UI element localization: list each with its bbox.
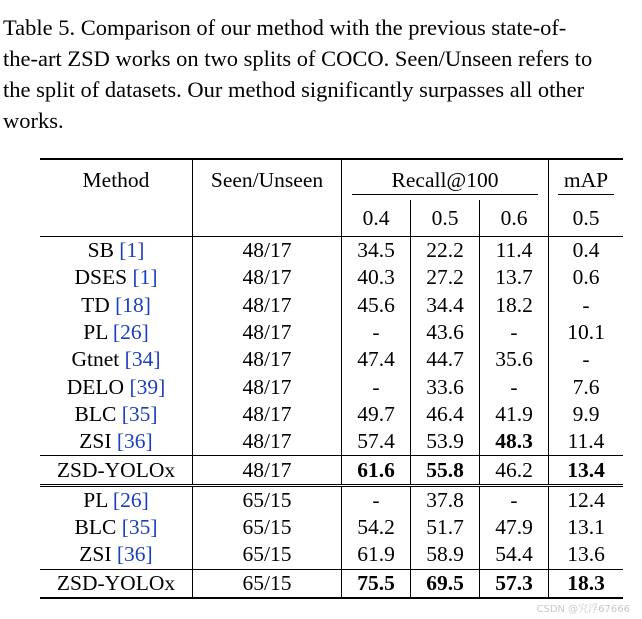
method-cell: PL [26]: [40, 319, 193, 346]
header-recall-group: [342, 159, 549, 200]
split-cell: 48/17: [193, 237, 342, 265]
recall-0.4-cell: 34.5: [342, 237, 411, 265]
table-row: [40, 485, 623, 514]
method-cell: TD [18]: [40, 292, 193, 319]
recall-0.4-cell: 57.4: [342, 428, 411, 456]
header-split: Seen/Unseen: [193, 159, 342, 200]
caption-line: the-art ZSD works on two splits of COCO. Seen/Unseen refers to: [3, 46, 593, 71]
recall-0.5-cell: 69.5: [411, 569, 480, 598]
split-cell: 65/15: [193, 485, 342, 514]
recall-0.6-cell: 48.3: [480, 428, 549, 456]
citation-link[interactable]: [18]: [115, 292, 151, 317]
recall-0.4-cell: 49.7: [342, 401, 411, 428]
recall-0.6-cell: 54.4: [480, 541, 549, 569]
table-row: [40, 428, 623, 456]
table-row: [40, 373, 623, 400]
citation-link[interactable]: [34]: [124, 347, 161, 372]
method-cell: DELO [39]: [40, 373, 193, 400]
citation-link[interactable]: [36]: [116, 542, 153, 567]
map-cell: 10.1: [567, 320, 605, 345]
recall-0.5-cell: 51.7: [411, 514, 480, 541]
map-cell: 13.6: [567, 542, 605, 567]
citation-link[interactable]: [36]: [116, 429, 153, 454]
method-cell: BLC [35]: [40, 401, 193, 428]
header-recall-label: Recall@100: [352, 166, 539, 195]
table-row-ours: [40, 569, 623, 598]
table-row: [40, 292, 623, 319]
citation-link[interactable]: [1]: [119, 238, 145, 263]
header-recall-0.5: 0.5: [411, 200, 480, 237]
recall-0.6-cell: -: [480, 373, 549, 400]
results-table: [40, 158, 623, 599]
citation-link[interactable]: [35]: [121, 515, 158, 540]
header-recall-0.6: 0.6: [480, 200, 549, 237]
header-spacer: [193, 200, 342, 237]
split-cell: 65/15: [193, 514, 342, 541]
header-map-group: [549, 159, 624, 200]
caption-line: the split of datasets. Our method significantly surpasses all other: [3, 77, 585, 102]
split-cell: 48/17: [193, 373, 342, 400]
table-row: [40, 319, 623, 346]
method-cell: ZSI [36]: [40, 541, 193, 569]
map-cell: 0.6: [572, 265, 600, 290]
recall-0.5-cell: 46.4: [411, 401, 480, 428]
table-row-ours: [40, 456, 623, 485]
table-row: [40, 237, 623, 265]
method-cell: DSES [1]: [40, 264, 193, 291]
method-cell: PL [26]: [40, 485, 193, 514]
recall-0.5-cell: 44.7: [411, 346, 480, 373]
header-map-label: mAP: [558, 166, 614, 195]
table-row: [40, 346, 623, 373]
table-row: [40, 514, 623, 541]
recall-0.4-cell: 45.6: [342, 292, 411, 319]
recall-0.5-cell: 34.4: [411, 292, 480, 319]
recall-0.6-cell: 41.9: [480, 401, 549, 428]
recall-0.6-cell: 18.2: [480, 292, 549, 319]
map-cell: 13.4: [549, 456, 624, 485]
recall-0.5-cell: 55.8: [411, 456, 480, 485]
split-cell: 48/17: [193, 264, 342, 291]
recall-0.6-cell: 35.6: [480, 346, 549, 373]
header-recall-0.4: 0.4: [342, 200, 411, 237]
recall-0.5-cell: 22.2: [411, 237, 480, 265]
map-cell: 0.4: [549, 237, 624, 265]
recall-0.4-cell: 54.2: [342, 514, 411, 541]
recall-0.5-cell: 58.9: [411, 541, 480, 569]
split-cell: 65/15: [193, 541, 342, 569]
header-map-0.5: 0.5: [572, 205, 600, 230]
recall-0.5-cell: 27.2: [411, 264, 480, 291]
recall-0.4-cell: 61.9: [342, 541, 411, 569]
citation-link[interactable]: [26]: [112, 487, 149, 512]
table-caption: [3, 12, 642, 136]
map-cell: 7.6: [572, 374, 600, 399]
map-cell: -: [582, 292, 590, 317]
caption-line: works.: [3, 108, 64, 133]
recall-0.4-cell: 75.5: [342, 569, 411, 598]
split-cell: 48/17: [193, 346, 342, 373]
recall-0.6-cell: 11.4: [480, 237, 549, 265]
recall-0.6-cell: 13.7: [480, 264, 549, 291]
split-cell: 48/17: [193, 319, 342, 346]
map-cell: 18.3: [549, 569, 624, 598]
method-cell: ZSD-YOLOx: [40, 569, 193, 598]
method-cell: BLC [35]: [40, 514, 193, 541]
table-row: [40, 264, 623, 291]
recall-0.6-cell: 46.2: [480, 456, 549, 485]
method-cell: ZSD-YOLOx: [40, 456, 193, 485]
map-cell: 9.9: [572, 401, 600, 426]
recall-0.4-cell: 40.3: [342, 264, 411, 291]
split-cell: 48/17: [193, 456, 342, 485]
citation-link[interactable]: [26]: [112, 320, 149, 345]
recall-0.6-cell: -: [480, 485, 549, 514]
method-cell: ZSI [36]: [40, 428, 193, 456]
split-cell: 48/17: [193, 401, 342, 428]
caption-line: Table 5. Comparison of our method with the previous state-of-: [3, 15, 567, 40]
recall-0.4-cell: 61.6: [342, 456, 411, 485]
recall-0.6-cell: -: [480, 319, 549, 346]
recall-0.5-cell: 33.6: [411, 373, 480, 400]
recall-0.5-cell: 53.9: [411, 428, 480, 456]
recall-0.4-cell: 47.4: [342, 346, 411, 373]
header-spacer: [40, 200, 193, 237]
map-cell: 13.1: [567, 515, 605, 540]
recall-0.6-cell: 47.9: [480, 514, 549, 541]
split-cell: 48/17: [193, 428, 342, 456]
citation-link[interactable]: [39]: [129, 374, 166, 399]
map-cell: -: [582, 347, 590, 372]
citation-link[interactable]: [35]: [121, 401, 158, 426]
method-cell: Gtnet [34]: [40, 346, 193, 373]
split-cell: 48/17: [193, 292, 342, 319]
recall-0.6-cell: 57.3: [480, 569, 549, 598]
recall-0.5-cell: 43.6: [411, 319, 480, 346]
map-cell: 12.4: [549, 485, 624, 514]
recall-0.4-cell: -: [342, 373, 411, 400]
map-cell: 11.4: [567, 429, 605, 454]
recall-0.4-cell: -: [342, 319, 411, 346]
header-method: Method: [40, 159, 193, 200]
recall-0.4-cell: -: [342, 485, 411, 514]
method-cell: SB [1]: [40, 237, 193, 265]
table-row: [40, 401, 623, 428]
citation-link[interactable]: [1]: [132, 265, 158, 290]
watermark: CSDN @究浮67666: [536, 604, 630, 615]
recall-0.5-cell: 37.8: [411, 485, 480, 514]
split-cell: 65/15: [193, 569, 342, 598]
table-row: [40, 541, 623, 569]
